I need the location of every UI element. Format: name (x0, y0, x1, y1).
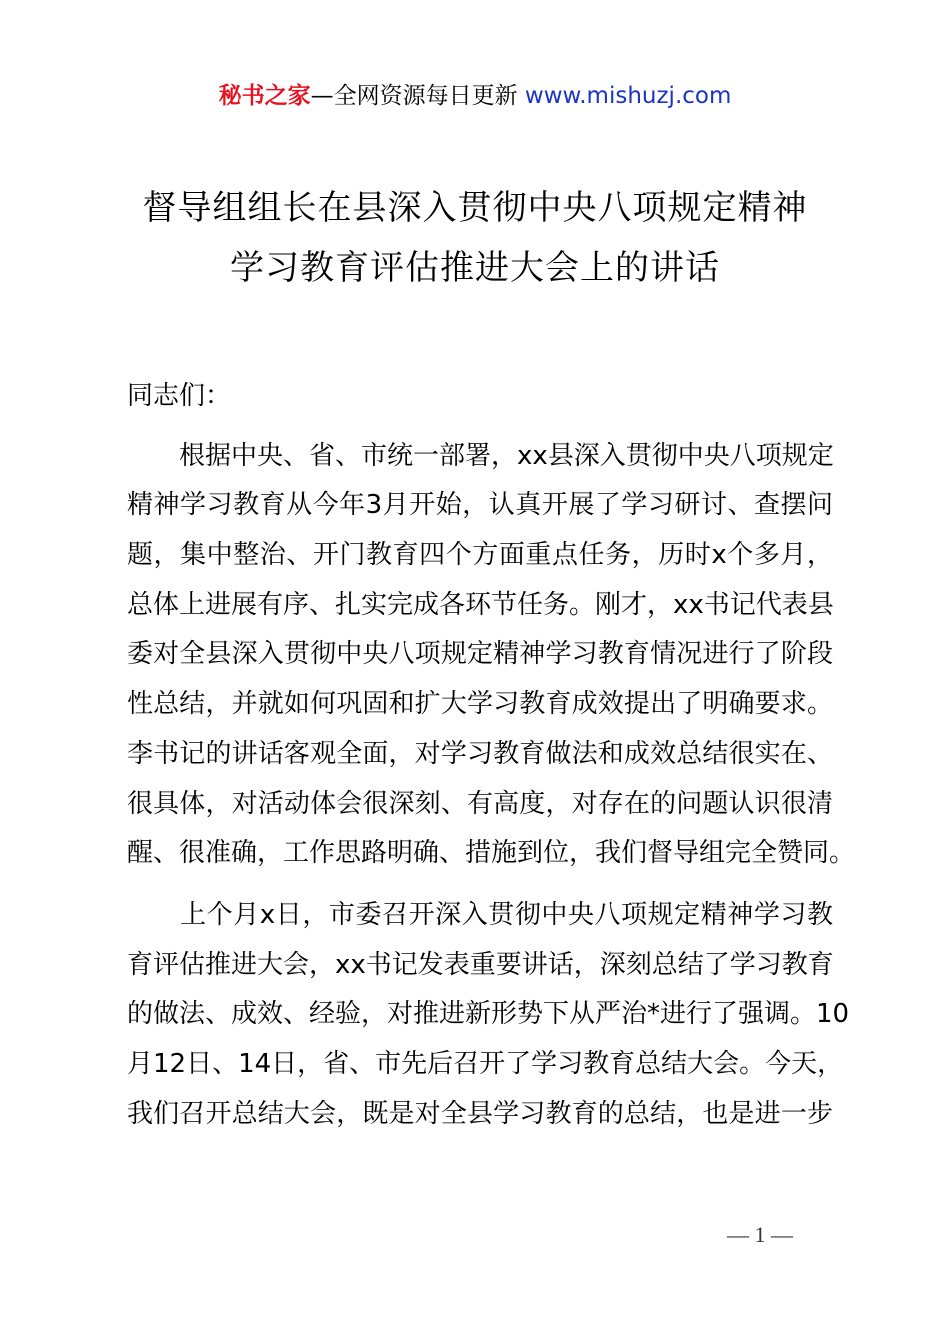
salutation: 同志们： (127, 381, 232, 411)
paragraph-line: 根据中央、省、市统一部署，xx县深入贯彻中央八项规定 (127, 440, 834, 471)
paragraph-1 (127, 432, 856, 879)
paragraph-line: 精神学习教育从今年3月开始，认真开展了学习研讨、查摆问 (127, 490, 833, 521)
paragraph-line: 性总结，并就如何巩固和扩大学习教育成效提出了明确要求。 (127, 689, 833, 720)
page-number: — 1 — (727, 1222, 793, 1247)
paragraph-line: 总体上进展有序、扎实完成各环节任务。刚才，xx书记代表县 (127, 589, 834, 620)
site-brand: 秘书之家 (218, 83, 311, 109)
paragraph-line: 上个月x日，市委召开深入贯彻中央八项规定精神学习教 (127, 899, 833, 930)
site-url-link[interactable]: www.mishuzj.com (524, 83, 732, 109)
paragraph-line: 我们召开总结大会，既是对全县学习教育的总结，也是进一步 (127, 1098, 833, 1129)
paragraph-line: 醒、很准确，工作思路明确、措施到位，我们督导组完全赞同。 (127, 838, 856, 869)
paragraph-line: 育评估推进大会，xx书记发表重要讲话，深刻总结了学习教育 (127, 949, 834, 980)
paragraph-line: 题，集中整治、开门教育四个方面重点任务，历时x个多月， (127, 540, 833, 571)
paragraph-line: 的做法、成效、经验，对推进新形势下从严治*进行了强调。10 (127, 999, 850, 1030)
paragraph-2 (127, 891, 850, 1139)
title-line-2: 学习教育评估推进大会上的讲话 (230, 248, 720, 288)
site-tagline: —全网资源每日更新 (310, 83, 525, 109)
paragraph-line: 很具体，对活动体会很深刻、有高度，对存在的问题认识很清 (127, 788, 833, 819)
site-header (0, 80, 950, 112)
paragraph-line: 李书记的讲话客观全面，对学习教育做法和成效总结很实在、 (127, 738, 833, 769)
paragraph-line: 委对全县深入贯彻中央八项规定精神学习教育情况进行了阶段 (127, 639, 833, 670)
document-body (127, 372, 856, 1151)
paragraph-line: 月12日、14日，省、市先后召开了学习教育总结大会。今天， (127, 1048, 844, 1079)
title-line-1: 督导组组长在县深入贯彻中央八项规定精神 (142, 188, 808, 228)
document-title (0, 178, 950, 298)
